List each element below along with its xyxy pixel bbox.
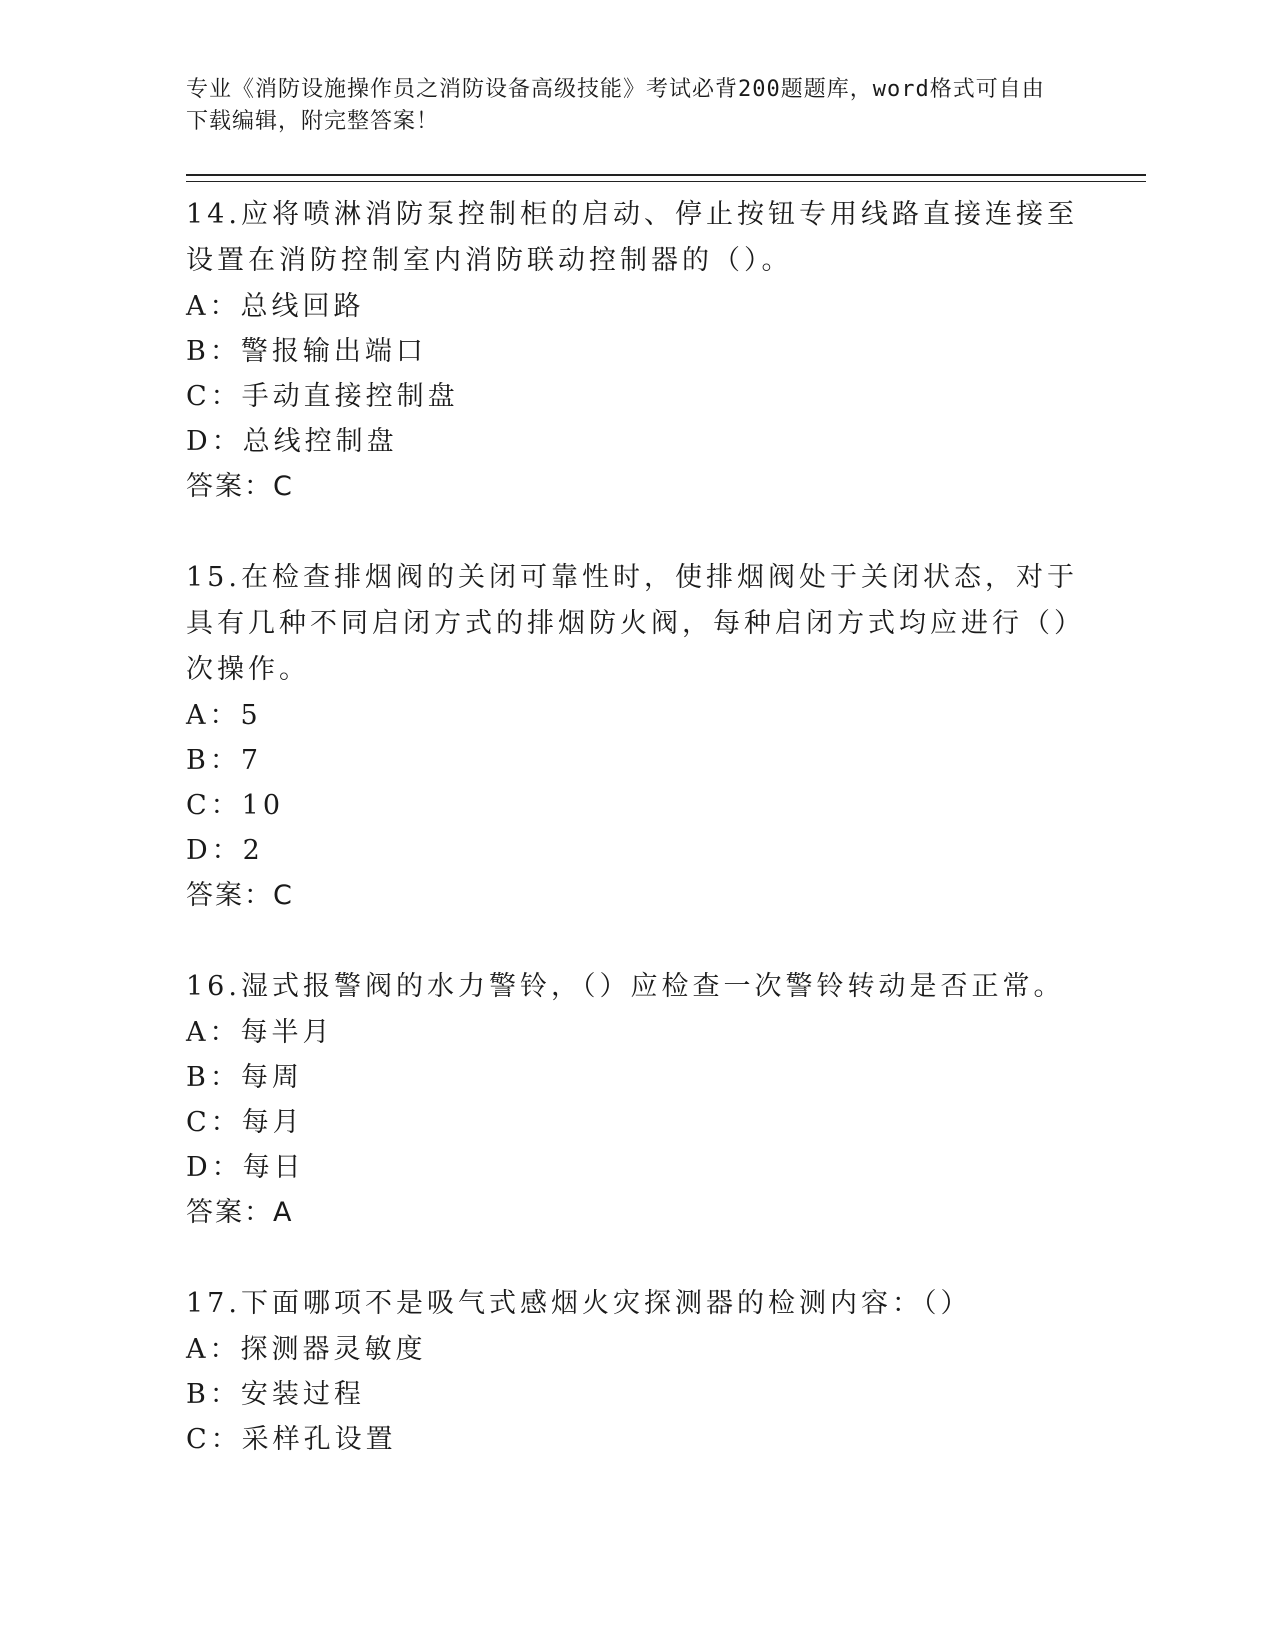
question-list — [186, 192, 1086, 1508]
question-stem: 16.湿式报警阀的水力警铃，（）应检查一次警铃转动是否正常。 — [186, 971, 1065, 1002]
question-16 — [186, 964, 1086, 1235]
option-c: C：手动直接控制盘 — [186, 381, 459, 412]
answer: 答案：C — [186, 880, 294, 911]
option-a: A：探测器灵敏度 — [186, 1334, 427, 1365]
answer: 答案：C — [186, 471, 294, 502]
option-a: A：5 — [186, 700, 262, 731]
option-d: D：每日 — [186, 1152, 305, 1183]
option-b: B：警报输出端口 — [186, 336, 427, 367]
option-b: B：7 — [186, 745, 263, 776]
question-17 — [186, 1281, 1086, 1462]
header-divider — [186, 174, 1146, 176]
option-b: B：每周 — [186, 1062, 303, 1093]
option-a: A：总线回路 — [186, 291, 365, 322]
question-stem: 15.在检查排烟阀的关闭可靠性时，使排烟阀处于关闭状态，对于具有几种不同启闭方式的排烟防火阀，每种启闭方式均应进行（）次操作。 — [186, 562, 1085, 685]
option-d: D：2 — [186, 835, 264, 866]
option-c: C：10 — [186, 790, 285, 821]
option-a: A：每半月 — [186, 1017, 334, 1048]
document-header: 专业《消防设施操作员之消防设备高级技能》考试必背200题题库，word格式可自由下载编辑，附完整答案！ — [186, 77, 1045, 134]
option-c: C：每月 — [186, 1107, 304, 1138]
option-d: D：总线控制盘 — [186, 426, 398, 457]
option-c: C：采样孔设置 — [186, 1424, 397, 1455]
option-b: B：安装过程 — [186, 1379, 365, 1410]
question-14 — [186, 192, 1086, 509]
header-divider-thin — [186, 181, 1146, 182]
question-15 — [186, 555, 1086, 918]
question-stem: 17.下面哪项不是吸气式感烟火灾探测器的检测内容：（） — [186, 1288, 972, 1319]
answer: 答案：A — [186, 1197, 294, 1228]
question-stem: 14.应将喷淋消防泵控制柜的启动、停止按钮专用线路直接连接至设置在消防控制室内消防联动控制器的（）。 — [186, 199, 1078, 276]
